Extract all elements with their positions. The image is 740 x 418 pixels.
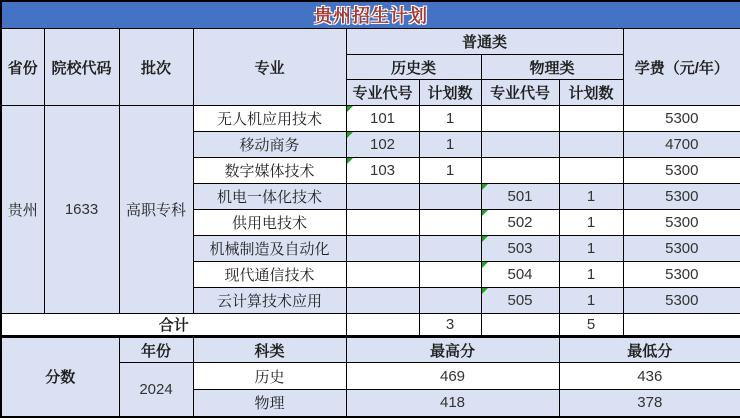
- physics-code-value: 504: [507, 266, 533, 283]
- cell-history-code: [346, 236, 419, 262]
- physics-code-value: 502: [507, 214, 533, 231]
- cell-physics-plan: 1: [559, 236, 623, 262]
- cell-tuition: 5300: [623, 288, 740, 314]
- cell-min-score: 436: [559, 363, 740, 390]
- history-code-value: 102: [369, 136, 396, 153]
- cell-physics-plan: [559, 106, 623, 132]
- cell-tuition: 5300: [623, 158, 740, 184]
- total-row: [1, 314, 740, 337]
- scores-header-row: [1, 337, 740, 363]
- cell-max-score: 469: [346, 363, 559, 390]
- total-label: 合计: [1, 314, 346, 337]
- cell-physics-plan: 1: [559, 184, 623, 210]
- error-flag-icon: [482, 184, 488, 190]
- cell-history-plan: [419, 288, 481, 314]
- error-flag-icon: [347, 106, 353, 112]
- cell-major-name: 现代通信技术: [193, 262, 346, 288]
- cell-physics-code: [481, 210, 559, 236]
- header-history-category: 历史类: [346, 55, 481, 80]
- cell-max-score: 418: [346, 390, 559, 417]
- header-school-code: 院校代码: [44, 29, 119, 106]
- cell-major-name: 机械制造及自动化: [193, 236, 346, 262]
- history-code-value: 101: [369, 110, 396, 127]
- cell-physics-code: [481, 288, 559, 314]
- error-flag-icon: [347, 132, 353, 138]
- cell-year: 2024: [119, 363, 193, 417]
- cell-min-score: 378: [559, 390, 740, 417]
- cell-history-code: [346, 106, 419, 132]
- cell-province: 贵州: [1, 106, 44, 314]
- total-history-plan: 3: [419, 314, 481, 337]
- cell-physics-plan: 1: [559, 262, 623, 288]
- cell-history-plan: 1: [419, 132, 481, 158]
- cell-physics-code: [481, 262, 559, 288]
- cell-tuition: 5300: [623, 236, 740, 262]
- table-title: 贵州招生计划: [1, 1, 740, 29]
- header-tuition: 学费（元/年）: [623, 29, 740, 106]
- cell-physics-plan: 1: [559, 210, 623, 236]
- cell-major-name: 供用电技术: [193, 210, 346, 236]
- header-min-score: 最低分: [559, 337, 740, 363]
- cell-tuition: 4700: [623, 132, 740, 158]
- total-empty-cell: [481, 314, 559, 337]
- cell-history-plan: [419, 262, 481, 288]
- cell-history-plan: 1: [419, 158, 481, 184]
- header-physics-category: 物理类: [481, 55, 623, 80]
- cell-history-plan: [419, 184, 481, 210]
- cell-history-code: [346, 288, 419, 314]
- cell-major-name: 数字媒体技术: [193, 158, 346, 184]
- cell-batch: 高职专科: [119, 106, 193, 314]
- header-major-code-history: 专业代号: [346, 80, 419, 106]
- physics-code-value: 501: [507, 188, 533, 205]
- cell-major-name: 云计算技术应用: [193, 288, 346, 314]
- cell-tuition: 5300: [623, 106, 740, 132]
- cell-tuition: 5300: [623, 184, 740, 210]
- header-category: 科类: [193, 337, 346, 363]
- header-province: 省份: [1, 29, 44, 106]
- cell-history-code: [346, 132, 419, 158]
- error-flag-icon: [482, 236, 488, 242]
- total-empty-cell: [346, 314, 419, 337]
- header-batch: 批次: [119, 29, 193, 106]
- header-plan-count-history: 计划数: [419, 80, 481, 106]
- error-flag-icon: [482, 262, 488, 268]
- error-flag-icon: [482, 210, 488, 216]
- cell-history-code: [346, 184, 419, 210]
- cell-major-name: 无人机应用技术: [193, 106, 346, 132]
- physics-code-value: 503: [507, 240, 533, 257]
- header-plan-count-physics: 计划数: [559, 80, 623, 106]
- cell-tuition: 5300: [623, 210, 740, 236]
- error-flag-icon: [347, 158, 353, 164]
- scores-label: 分数: [1, 337, 119, 417]
- total-empty-cell: [623, 314, 740, 337]
- cell-history-plan: [419, 236, 481, 262]
- cell-history-plan: [419, 210, 481, 236]
- cell-physics-plan: 1: [559, 288, 623, 314]
- header-year: 年份: [119, 337, 193, 363]
- history-code-value: 103: [369, 162, 396, 179]
- header-major-code-physics: 专业代号: [481, 80, 559, 106]
- cell-score-category: 物理: [193, 390, 346, 417]
- cell-major-name: 移动商务: [193, 132, 346, 158]
- cell-physics-code: [481, 184, 559, 210]
- header-max-score: 最高分: [346, 337, 559, 363]
- cell-physics-code: [481, 158, 559, 184]
- cell-history-plan: 1: [419, 106, 481, 132]
- header-general-category: 普通类: [346, 29, 623, 55]
- cell-physics-plan: [559, 158, 623, 184]
- error-flag-icon: [482, 288, 488, 294]
- major-row: [1, 106, 740, 132]
- physics-code-value: 505: [507, 292, 533, 309]
- cell-tuition: 5300: [623, 262, 740, 288]
- cell-history-code: [346, 262, 419, 288]
- cell-history-code: [346, 158, 419, 184]
- cell-school-code: 1633: [44, 106, 119, 314]
- cell-physics-code: [481, 236, 559, 262]
- header-major: 专业: [193, 29, 346, 106]
- cell-score-category: 历史: [193, 363, 346, 390]
- cell-physics-code: [481, 132, 559, 158]
- cell-history-code: [346, 210, 419, 236]
- cell-physics-code: [481, 106, 559, 132]
- cell-physics-plan: [559, 132, 623, 158]
- cell-major-name: 机电一体化技术: [193, 184, 346, 210]
- total-physics-plan: 5: [559, 314, 623, 337]
